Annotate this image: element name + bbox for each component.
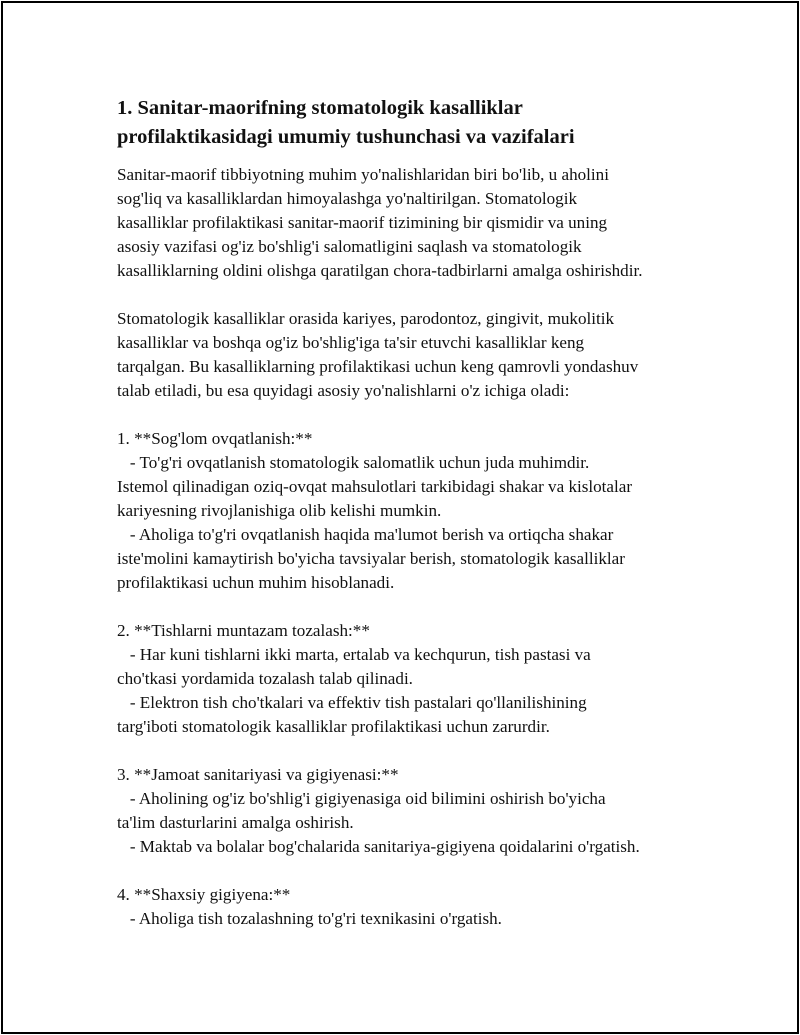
text-line: kasalliklarning oldini olishga qaratilgan chora-tadbirlarni amalga oshirishdir. bbox=[117, 261, 643, 280]
text-line: Sanitar-maorif tibbiyotning muhim yo'nalishlaridan biri bo'lib, u aholini bbox=[117, 165, 609, 184]
text-line: - Aholining og'iz bo'shlig'i gigiyenasiga oid bilimini oshirish bo'yicha bbox=[117, 789, 606, 808]
text-line: targ'iboti stomatologik kasalliklar profilaktikasi uchun zarurdir. bbox=[117, 717, 550, 736]
list-item-heading: 3. **Jamoat sanitariyasi va gigiyenasi:** bbox=[117, 765, 399, 784]
text-line: iste'molini kamaytirish bo'yicha tavsiyalar berish, stomatologik kasalliklar bbox=[117, 549, 625, 568]
title-line: profilaktikasidagi umumiy tushunchasi va vazifalari bbox=[117, 126, 575, 148]
list-item-heading: 4. **Shaxsiy gigiyena:** bbox=[117, 885, 291, 904]
title-line: 1. Sanitar-maorifning stomatologik kasalliklar bbox=[117, 97, 523, 119]
list-item-healthy-nutrition bbox=[117, 427, 717, 595]
list-item-heading: 2. **Tishlarni muntazam tozalash:** bbox=[117, 621, 370, 640]
text-line: - Maktab va bolalar bog'chalarida sanitariya-gigiyena qoidalarini o'rgatish. bbox=[117, 837, 640, 856]
text-line: ta'lim dasturlarini amalga oshirish. bbox=[117, 813, 354, 832]
paragraph-intro bbox=[117, 163, 717, 283]
text-line: - Aholiga to'g'ri ovqatlanish haqida ma'lumot berish va ortiqcha shakar bbox=[117, 525, 614, 544]
text-line: kasalliklar profilaktikasi sanitar-maorif tizimining bir qismidir va uning bbox=[117, 213, 608, 232]
text-line: sog'liq va kasalliklardan himoyalashga yo'naltirilgan. Stomatologik bbox=[117, 189, 578, 208]
text-line: - To'g'ri ovqatlanish stomatologik salomatlik uchun juda muhimdir. bbox=[117, 453, 590, 472]
text-line: - Elektron tish cho'tkalari va effektiv tish pastalari qo'llanilishining bbox=[117, 693, 587, 712]
document-body bbox=[117, 94, 717, 931]
section-title bbox=[117, 94, 717, 152]
text-line: Istemol qilinadigan oziq-ovqat mahsulotlari tarkibidagi shakar va kislotalar bbox=[117, 477, 633, 496]
text-line: Stomatologik kasalliklar orasida kariyes, parodontoz, gingivit, mukolitik bbox=[117, 309, 615, 328]
text-line: kariyesning rivojlanishiga olib kelishi mumkin. bbox=[117, 501, 442, 520]
text-line: talab etiladi, bu esa quyidagi asosiy yo'nalishlarni o'z ichiga oladi: bbox=[117, 381, 570, 400]
paragraph-diseases bbox=[117, 307, 717, 403]
list-item-public-sanitation bbox=[117, 763, 717, 859]
text-line: cho'tkasi yordamida tozalash talab qilinadi. bbox=[117, 669, 413, 688]
text-line: kasalliklar va boshqa og'iz bo'shlig'iga ta'sir etuvchi kasalliklar keng bbox=[117, 333, 585, 352]
list-item-teeth-cleaning bbox=[117, 619, 717, 739]
text-line: - Aholiga tish tozalashning to'g'ri texnikasini o'rgatish. bbox=[117, 909, 502, 928]
list-item-personal-hygiene bbox=[117, 883, 717, 931]
text-line: profilaktikasi uchun muhim hisoblanadi. bbox=[117, 573, 395, 592]
text-line: asosiy vazifasi og'iz bo'shlig'i salomatligini saqlash va stomatologik bbox=[117, 237, 582, 256]
text-line: tarqalgan. Bu kasalliklarning profilaktikasi uchun keng qamrovli yondashuv bbox=[117, 357, 639, 376]
text-line: - Har kuni tishlarni ikki marta, ertalab va kechqurun, tish pastasi va bbox=[117, 645, 591, 664]
list-item-heading: 1. **Sog'lom ovqatlanish:** bbox=[117, 429, 313, 448]
